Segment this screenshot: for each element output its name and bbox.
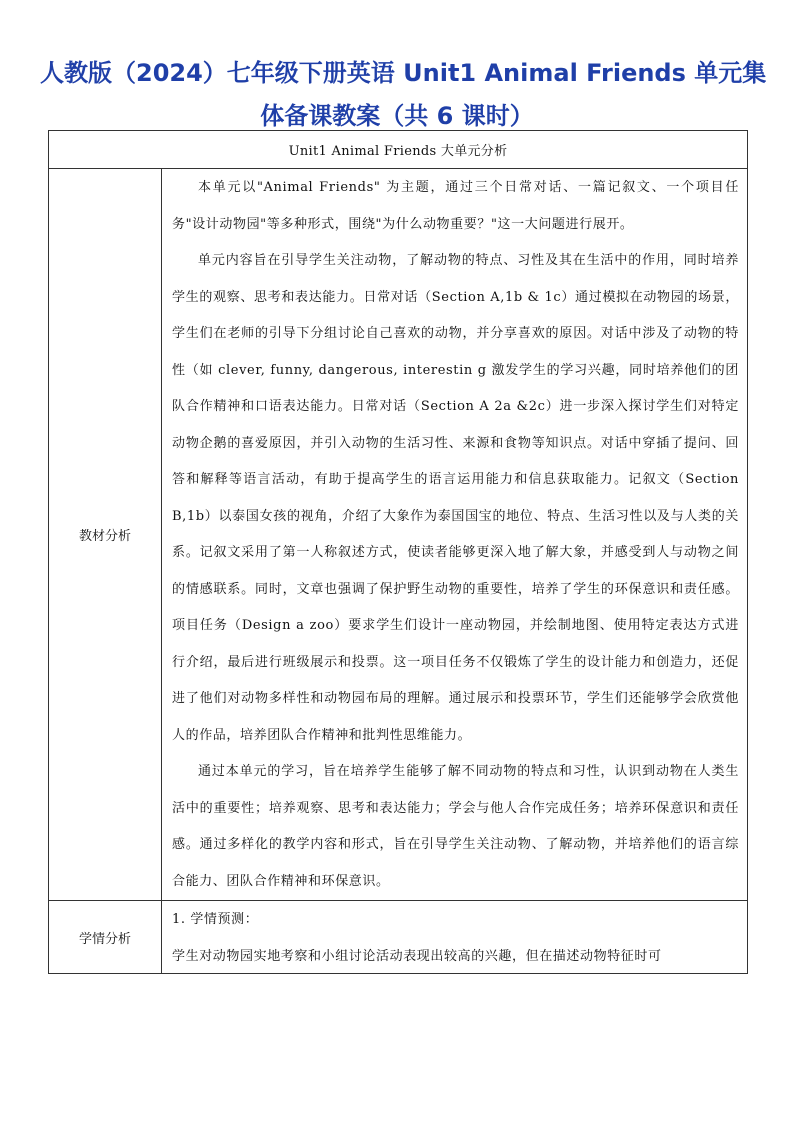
paragraph: 本单元以"Animal Friends" 为主题，通过三个日常对话、一篇记叙文、一个项目任务"设计动物园"等多种形式，围绕"为什么动物重要？"这一大问题进行展开。	[172, 180, 740, 232]
unit-analysis-table	[48, 130, 748, 974]
title-line-2: 体备课教案（共 6 课时）	[260, 102, 534, 130]
row-label-textbook-analysis: 教材分析	[49, 169, 162, 901]
table-header: Unit1 Animal Friends 大单元分析	[49, 131, 748, 169]
textbook-analysis-content	[162, 169, 748, 901]
table-row	[49, 169, 748, 901]
document-title	[40, 52, 767, 138]
list-item: 1. 学情预测：	[172, 912, 259, 927]
row-label-student-analysis: 学情分析	[49, 901, 162, 974]
paragraph: 通过本单元的学习，旨在培养学生能够了解不同动物的特点和习性，认识到动物在人类生活中的重要性；培养观察、思考和表达能力；学会与他人合作完成任务；培养环保意识和责任感。通过多样化的教学内容和形式，旨在引导学生关注动物、了解动物，并培养他们的语言综合能力、团队合作精神和环保意识。	[172, 764, 740, 889]
student-analysis-content	[162, 901, 748, 974]
paragraph: 单元内容旨在引导学生关注动物，了解动物的特点、习性及其在生活中的作用，同时培养学生的观察、思考和表达能力。日常对话（Section A,1b & 1c）通过模拟在动物园的场景，学生们在老师的引导下分组讨论自己喜欢的动物，并分享喜欢的原因。对话中涉及了动物的特性（如 clever, funny, dangerous, interestin g 激发学生的学习兴趣，同时培养他们的团队合作精神和口语表达能力。日常对话（Section A 2a &2c）进一步深入探讨学生们对特定动物企鹅的喜爱原因，并引入动物的生活习性、来源和食物等知识点。对话中穿插了提问、回答和解释等语言活动，有助于提高学生的语言运用能力和信息获取能力。记叙文（Section B,1b）以泰国女孩的视角，介绍了大象作为泰国国宝的地位、特点、生活习性以及与人类的关系。记叙文采用了第一人称叙述方式，使读者能够更深入地了解大象，并感受到人与动物之间的情感联系。同时，文章也强调了保护野生动物的重要性，培养了学生的环保意识和责任感。项目任务（Design a zoo）要求学生们设计一座动物园，并绘制地图、使用特定表达方式进行介绍，最后进行班级展示和投票。这一项目任务不仅锻炼了学生的设计能力和创造力，还促进了他们对动物多样性和动物园布局的理解。通过展示和投票环节，学生们还能够学会欣赏他人的作品，培养团队合作精神和批判性思维能力。	[172, 253, 740, 743]
title-line-1: 人教版（2024）七年级下册英语 Unit1 Animal Friends 单元集	[40, 59, 767, 87]
table-row	[49, 901, 748, 974]
table-header-row	[49, 131, 748, 169]
paragraph: 学生对动物园实地考察和小组讨论活动表现出较高的兴趣，但在描述动物特征时可	[172, 948, 662, 964]
